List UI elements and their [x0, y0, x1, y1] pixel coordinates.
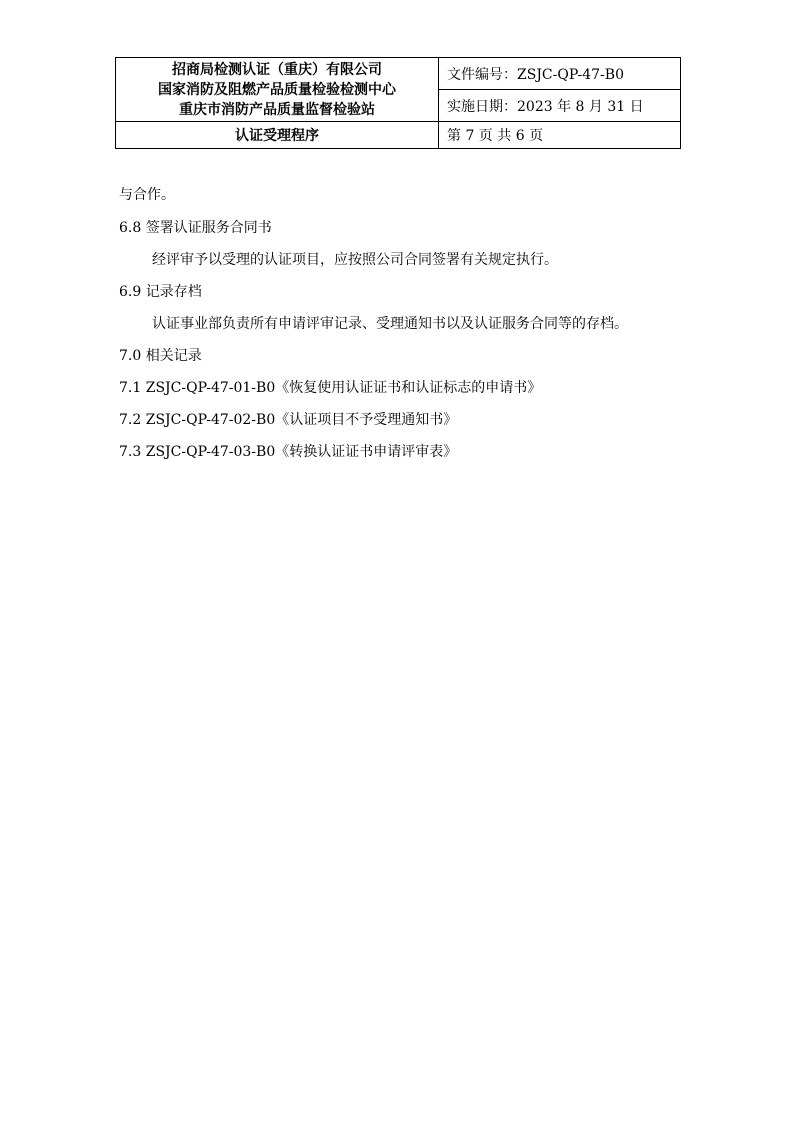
section-7-0-heading: 7.0 相关记录 [119, 348, 202, 364]
procedure-title: 认证受理程序 [116, 122, 439, 149]
organization-name-2: 国家消防及阻燃产品质量检验检测中心 [158, 81, 396, 98]
document-header-table [115, 57, 681, 149]
organization-name-3: 重庆市消防产品质量监督检验站 [179, 101, 375, 118]
section-6-8-text: 经评审予以受理的认证项目，应按照公司合同签署有关规定执行。 [152, 252, 558, 268]
effective-date: 实施日期：2023 年 8 月 31 日 [439, 90, 681, 122]
record-item-7-1: 7.1 ZSJC-QP-47-01-B0《恢复使用认证证书和认证标志的申请书》 [119, 380, 542, 396]
page-info: 第 7 页 共 6 页 [439, 122, 681, 149]
record-item-7-3: 7.3 ZSJC-QP-47-03-B0《转换认证证书申请评审表》 [119, 444, 458, 460]
organization-names [116, 58, 439, 122]
section-6-9-text: 认证事业部负责所有申请评审记录、受理通知书以及认证服务合同等的存档。 [152, 316, 628, 332]
record-item-7-2: 7.2 ZSJC-QP-47-02-B0《认证项目不予受理通知书》 [119, 412, 458, 428]
section-6-8-heading: 6.8 签署认证服务合同书 [119, 220, 272, 236]
section-6-9-heading: 6.9 记录存档 [119, 284, 202, 300]
paragraph-continuation: 与合作。 [119, 187, 175, 203]
organization-name-1: 招商局检测认证（重庆）有限公司 [172, 61, 382, 78]
document-number: 文件编号：ZSJC-QP-47-B0 [439, 58, 681, 90]
